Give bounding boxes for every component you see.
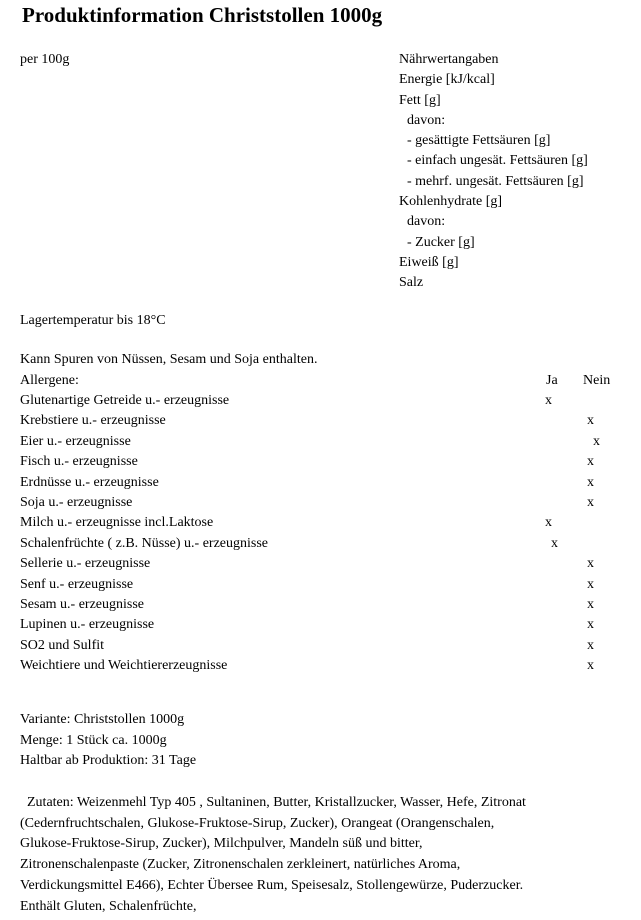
ingredients-paragraph xyxy=(20,793,632,917)
allergen-row xyxy=(0,534,641,554)
ingredients-line: (Cedernfruchtschalen, Glukose-Fruktose-Sirup, Zucker), Orangeat (Orangenschalen, xyxy=(20,815,495,831)
allergen-row xyxy=(0,595,641,615)
allergens-label: Allergene: xyxy=(20,373,79,388)
column-header-ja: Ja xyxy=(546,373,558,388)
trace-allergen-note: Kann Spuren von Nüssen, Sesam und Soja enthalten. xyxy=(20,352,318,367)
column-header-nein: Nein xyxy=(583,373,611,388)
nutrition-item: Energie [kJ/kcal] xyxy=(399,72,495,88)
allergen-row xyxy=(0,432,641,452)
ingredients-line: Zitronenschalenpaste (Zucker, Zitronenschalen zerkleinert, natürliches Aroma, xyxy=(20,857,461,873)
nutrition-item: Salz xyxy=(399,275,424,291)
allergen-row-label: Senf u.- erzeugnisse xyxy=(20,576,134,592)
allergen-row xyxy=(0,615,641,635)
allergen-mark-nein: x xyxy=(587,474,594,490)
allergen-row-label: Erdnüsse u.- erzeugnisse xyxy=(20,474,159,490)
allergen-row xyxy=(0,656,641,676)
product-quantity: Menge: 1 Stück ca. 1000g xyxy=(20,732,167,748)
nutrition-item: davon: xyxy=(407,214,446,230)
nutrition-item: Eiweiß [g] xyxy=(399,254,459,270)
allergen-row xyxy=(0,636,641,656)
allergen-mark-nein: x xyxy=(587,413,594,429)
ingredients-line: Zutaten: Weizenmehl Typ 405 , Sultaninen, Butter, Kristallzucker, Wasser, Hefe, Zitronat xyxy=(27,795,526,810)
nutrition-item: davon: xyxy=(407,112,446,128)
nutrition-list xyxy=(399,50,588,294)
allergen-mark-ja: x xyxy=(545,515,552,531)
allergen-row-label: Lupinen u.- erzeugnisse xyxy=(20,617,155,633)
allergen-row-label: Sellerie u.- erzeugnisse xyxy=(20,556,151,572)
allergen-row xyxy=(0,411,641,431)
product-shelf-life: Haltbar ab Produktion: 31 Tage xyxy=(20,753,197,768)
allergen-mark-nein: x xyxy=(587,576,594,592)
ingredients-line: Enthält Gluten, Schalenfrüchte, xyxy=(20,898,197,914)
allergen-row xyxy=(0,452,641,472)
allergen-mark-ja: x xyxy=(545,393,552,408)
nutrition-item: Kohlenhydrate [g] xyxy=(399,194,503,210)
allergen-table xyxy=(0,391,641,676)
allergen-row xyxy=(0,391,641,411)
allergen-row-label: Fisch u.- erzeugnisse xyxy=(20,454,138,470)
nutrition-item: Fett [g] xyxy=(399,92,441,108)
allergen-row xyxy=(0,554,641,574)
allergen-row xyxy=(0,513,641,533)
allergen-row-label: Schalenfrüchte ( z.B. Nüsse) u.- erzeugnisse xyxy=(20,535,269,551)
allergen-mark-nein: x xyxy=(587,494,594,510)
product-details xyxy=(20,710,196,772)
ingredients-line: Glukose-Fruktose-Sirup, Zucker), Milchpulver, Mandeln süß und bitter, xyxy=(20,836,423,852)
allergen-mark-nein: x xyxy=(587,596,594,612)
allergen-row-label: Eier u.- erzeugnisse xyxy=(20,433,131,449)
ingredients-line: Verdickungsmittel E466), Echter Übersee Rum, Speisesalz, Stollengewürze, Puderzucker. xyxy=(20,877,524,893)
per-100g-label: per 100g xyxy=(20,52,70,67)
allergen-table-header xyxy=(0,371,641,391)
allergen-row xyxy=(0,473,641,493)
allergen-mark-nein: x xyxy=(593,433,600,449)
allergen-row-label: Sesam u.- erzeugnisse xyxy=(20,596,145,612)
nutrition-item: - Zucker [g] xyxy=(407,234,475,250)
page-title: Produktinformation Christstollen 1000g xyxy=(22,3,383,27)
allergen-row-label: Glutenartige Getreide u.- erzeugnisse xyxy=(20,393,230,408)
allergen-mark-nein: x xyxy=(587,658,594,674)
allergen-row-label: Krebstiere u.- erzeugnisse xyxy=(20,413,166,429)
storage-temperature-note: Lagertemperatur bis 18°C xyxy=(20,313,166,328)
allergen-row-label: SO2 und Sulfit xyxy=(20,637,105,653)
allergen-row-label: Milch u.- erzeugnisse incl.Laktose xyxy=(20,515,214,531)
allergen-row xyxy=(0,575,641,595)
allergen-row xyxy=(0,493,641,513)
product-variant: Variante: Christstollen 1000g xyxy=(20,712,185,727)
allergen-mark-nein: x xyxy=(587,637,594,653)
allergen-mark-ja: x xyxy=(551,535,558,551)
allergen-row-label: Soja u.- erzeugnisse xyxy=(20,494,133,510)
nutrition-item: - gesättigte Fettsäuren [g] xyxy=(407,133,551,149)
allergen-row-label: Weichtiere und Weichtiererzeugnisse xyxy=(20,658,228,674)
allergen-mark-nein: x xyxy=(587,617,594,633)
allergen-mark-nein: x xyxy=(587,556,594,572)
allergen-mark-nein: x xyxy=(587,454,594,470)
nutrition-item: - einfach ungesät. Fettsäuren [g] xyxy=(407,153,588,169)
nutrition-item: Nährwertangaben xyxy=(399,52,499,67)
nutrition-item: - mehrf. ungesät. Fettsäuren [g] xyxy=(407,173,584,189)
